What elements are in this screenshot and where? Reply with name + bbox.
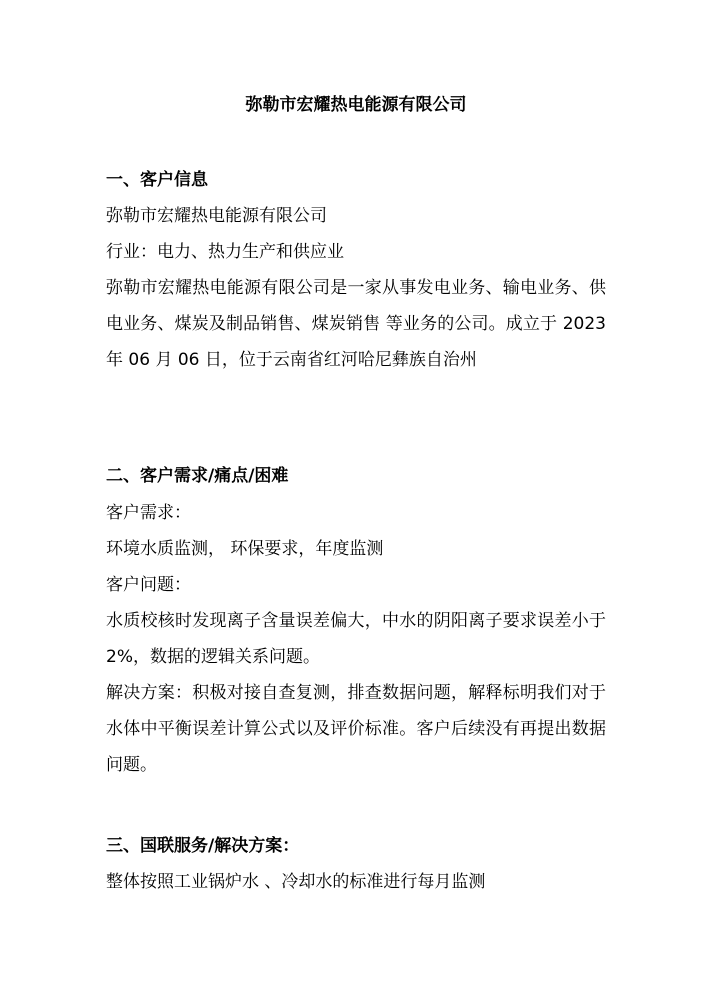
- service-text: 整体按照工业锅炉水 、冷却水的标准进行每月监测: [106, 872, 486, 892]
- problems-label: 客户问题：: [106, 575, 191, 595]
- solution-text: 解决方案：积极对接自查复测，排查数据问题，解释标明我们对于水体中平衡误差计算公式以及评价标准。客户后续没有再提出数据问题。: [106, 683, 606, 775]
- company-description: 弥勒市宏耀热电能源有限公司是一家从事发电业务、输电业务、供电业务、煤炭及制品销售、煤炭销售 等业务的公司。成立于 2023 年 06 月 06 日，位于云南省红河哈尼彝族自治州: [106, 278, 606, 370]
- needs-label: 客户需求：: [106, 503, 191, 523]
- section-customer-info-heading: 一、客户信息: [106, 170, 208, 190]
- document-title: 弥勒市宏耀热电能源有限公司: [245, 95, 467, 115]
- section-service-heading: 三、国联服务/解决方案：: [106, 836, 300, 856]
- needs-text: 环境水质监测， 环保要求，年度监测: [106, 539, 384, 559]
- problems-text: 水质校核时发现离子含量误差偏大，中水的阴阳离子要求误差小于 2%，数据的逻辑关系问题。: [106, 611, 606, 667]
- company-name: 弥勒市宏耀热电能源有限公司: [106, 206, 327, 226]
- section-needs-heading: 二、客户需求/痛点/困难: [106, 466, 289, 486]
- industry-line: 行业：电力、热力生产和供应业: [106, 242, 344, 262]
